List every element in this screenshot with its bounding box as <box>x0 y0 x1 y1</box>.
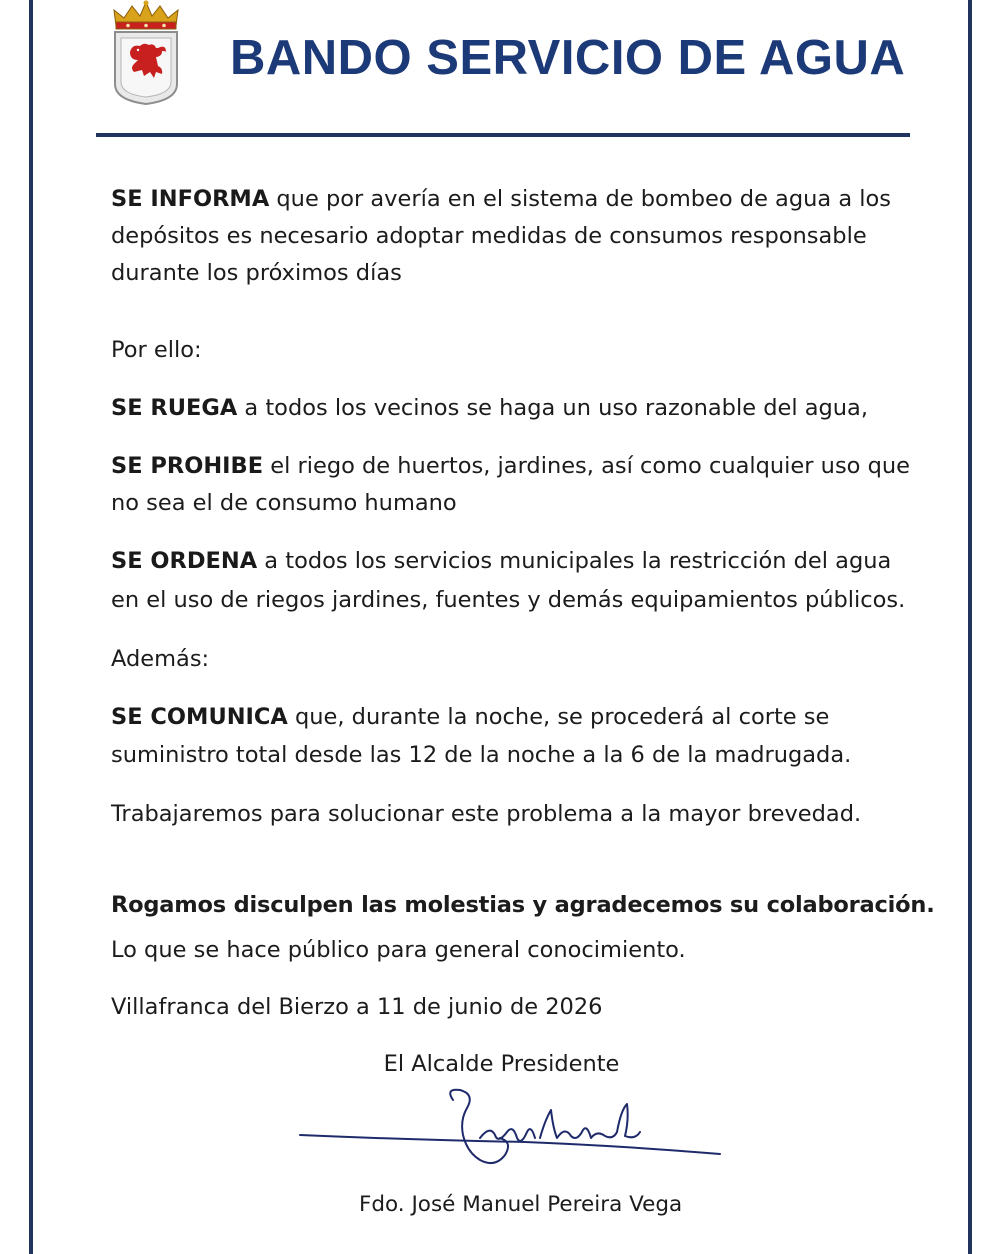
lead-se-ruega: SE RUEGA <box>111 395 238 421</box>
title-underline <box>96 133 910 137</box>
paragraph-ruega <box>111 390 868 427</box>
paragraph-prohibe <box>111 448 910 485</box>
signer-role: El Alcalde Presidente <box>383 1051 620 1077</box>
ademas-text: Además: <box>111 646 210 672</box>
ordena-text-1: a todos los servicios municipales la restricción del agua <box>257 548 892 574</box>
por-ello-text: Por ello: <box>111 337 202 363</box>
comunica-text-1: que, durante la noche, se procederá al corte se <box>287 704 830 730</box>
paragraph-ordena <box>111 543 891 580</box>
lead-se-comunica: SE COMUNICA <box>111 704 288 730</box>
informa-text-3: durante los próximos días <box>111 260 402 286</box>
paragraph-comunica <box>111 699 829 736</box>
paragraph-informa-line1 <box>111 181 891 218</box>
ordena-text-2: en el uso de riegos jardines, fuentes y demás equipamientos públicos. <box>111 587 906 613</box>
informa-text-2: depósitos es necesario adoptar medidas de consumos responsable <box>111 223 867 249</box>
closing-apology-text: Rogamos disculpen las molestias y agradecemos su colaboración. <box>111 892 935 918</box>
place-date-text: Villafranca del Bierzo a 11 de junio de 2026 <box>111 994 603 1020</box>
page-title: BANDO SERVICIO DE AGUA <box>230 31 906 85</box>
crown-icon <box>114 1 178 30</box>
signer-name: Fdo. José Manuel Pereira Vega <box>359 1192 683 1217</box>
lead-se-informa: SE INFORMA <box>111 186 270 212</box>
prohibe-text-1: el riego de huertos, jardines, así como cualquier uso que <box>263 453 910 479</box>
signature-icon <box>295 1080 725 1175</box>
lead-se-prohibe: SE PROHIBE <box>111 453 264 479</box>
prohibe-text-2: no sea el de consumo humano <box>111 490 457 516</box>
closing-public-text: Lo que se hace público para general conocimiento. <box>111 937 686 963</box>
comunica-text-2: suministro total desde las 12 de la noche a la 6 de la madrugada. <box>111 742 852 768</box>
informa-text-1: que por avería en el sistema de bombeo de agua a los <box>269 186 892 212</box>
trabajaremos-text: Trabajaremos para solucionar este problema a la mayor brevedad. <box>111 801 862 827</box>
crest-icon <box>108 0 184 106</box>
ruega-text-1: a todos los vecinos se haga un uso razonable del agua, <box>237 395 868 421</box>
lead-se-ordena: SE ORDENA <box>111 548 258 574</box>
